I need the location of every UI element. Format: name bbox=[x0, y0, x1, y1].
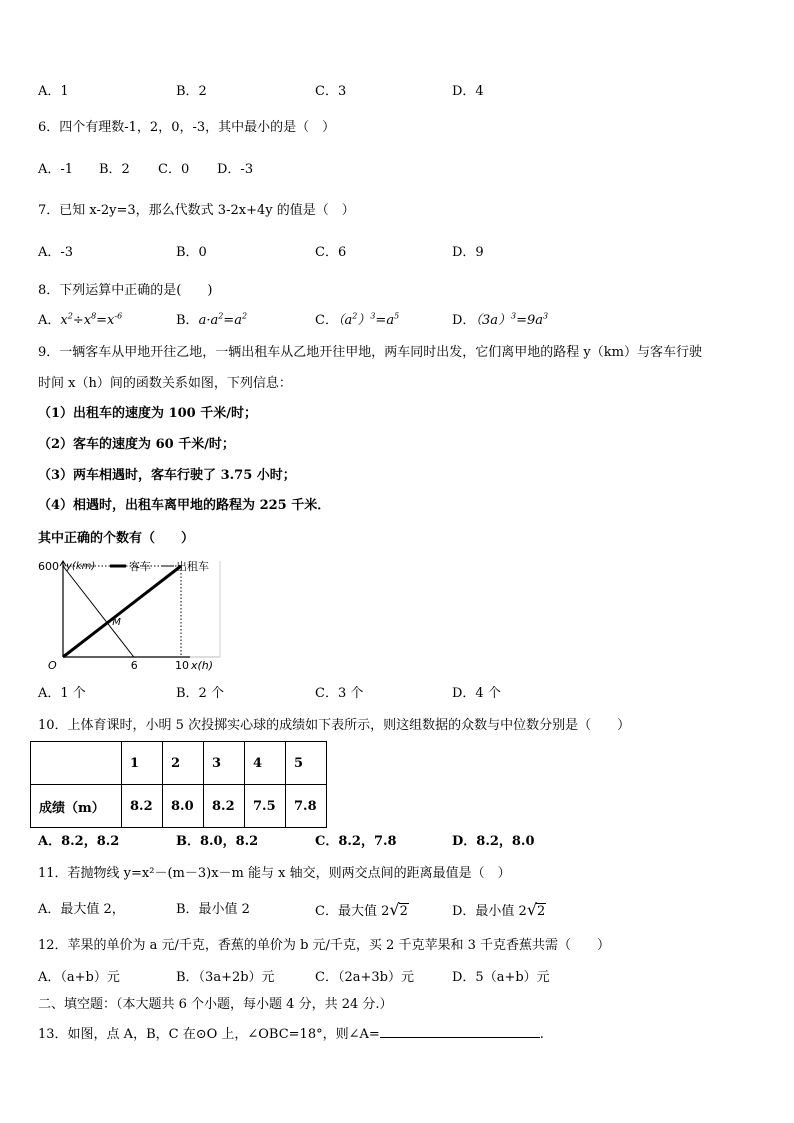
q6-option-b: B．2 bbox=[99, 162, 130, 177]
q9-question: 其中正确的个数有（ ） bbox=[38, 531, 195, 546]
option-a: A．1 bbox=[38, 84, 69, 99]
q12-option-c: C．（2a+3b）元 bbox=[315, 970, 414, 985]
q8-option-d: D．$(3a)^3=9a^3$ bbox=[452, 311, 549, 328]
section-heading: 二、填空题：（本大题共 6 个小题，每小题 4 分，共 24 分.） bbox=[38, 997, 393, 1012]
table-cell: 7.8 bbox=[286, 785, 327, 828]
q11-option-b: B．最小值 2 bbox=[176, 902, 250, 917]
question-9-stem-line1: 9．一辆客车从甲地开往乙地，一辆出租车从乙地开往甲地，两车同时出发，它们离甲地的路程 y（km）与客车行驶 bbox=[38, 345, 702, 360]
table-cell: 8.2 bbox=[204, 785, 245, 828]
q7-option-d: D．9 bbox=[452, 245, 484, 260]
table-row bbox=[31, 785, 327, 828]
sqrt-icon: √ bbox=[526, 900, 538, 919]
q8-option-a: A．$x^2\div x^8=x^{-6}$ bbox=[38, 311, 123, 328]
legend-bus-label: 客车 bbox=[129, 560, 151, 573]
question-6-stem: 6．四个有理数-1，2，0，-3，其中最小的是（ ） bbox=[38, 120, 336, 135]
q6-option-d: D．-3 bbox=[217, 162, 254, 177]
q9-option-d: D．4 个 bbox=[452, 686, 501, 701]
q8-option-b: B．$a\cdot a^2=a^2$ bbox=[176, 311, 248, 328]
q9-option-c: C．3 个 bbox=[315, 686, 364, 701]
q9-item-1: （1）出租车的速度为 100 千米/时； bbox=[38, 406, 257, 421]
bus-line bbox=[63, 566, 181, 657]
x-tick-label: 10 bbox=[175, 659, 189, 672]
q9-item-4: （4）相遇时，出租车离甲地的路程为 225 千米． bbox=[38, 498, 331, 513]
q12-option-a: A．（a+b）元 bbox=[38, 970, 120, 985]
x-tick-label: 6 bbox=[130, 659, 138, 672]
q9-item-3: （3）两车相遇时，客车行驶了 3.75 小时； bbox=[38, 468, 296, 483]
q11-option-a: A．最大值 2， bbox=[38, 902, 125, 917]
q12-option-b: B．（3a+2b）元 bbox=[176, 970, 275, 985]
table-header-cell: 4 bbox=[245, 742, 286, 785]
question-7-stem: 7．已知 x-2y=3，那么代数式 3-2x+4y 的值是（ ） bbox=[38, 203, 355, 218]
q7-option-b: B．0 bbox=[176, 245, 207, 260]
q10-option-d: D．8.2，8.0 bbox=[452, 834, 535, 849]
q10-option-c: C．8.2，7.8 bbox=[315, 834, 397, 849]
table-cell: 8.2 bbox=[122, 785, 163, 828]
y-tick-label: 600 bbox=[38, 560, 59, 573]
q8-option-c: C．$(a^2)^3=a^5$ bbox=[315, 311, 400, 328]
q11-option-c: C．最大值 2√2 bbox=[315, 900, 408, 919]
x-axis-label: x(h) bbox=[191, 659, 214, 672]
table-header-cell: 2 bbox=[163, 742, 204, 785]
q10-option-b: B．8.0，8.2 bbox=[176, 834, 259, 849]
q7-option-a: A．-3 bbox=[38, 245, 74, 260]
scores-table bbox=[30, 741, 327, 828]
table-header-row bbox=[31, 742, 327, 785]
y-axis-label: y(km) bbox=[66, 561, 96, 572]
legend-taxi-label: 出租车 bbox=[176, 560, 209, 573]
table-header-cell: 1 bbox=[122, 742, 163, 785]
q6-option-a: A．-1 bbox=[38, 162, 74, 177]
q9-option-a: A．1 个 bbox=[38, 686, 86, 701]
table-header-cell: 5 bbox=[286, 742, 327, 785]
question-8-stem: 8．下列运算中正确的是( ) bbox=[38, 283, 213, 298]
question-9-stem-line2: 时间 x（h）间的函数关系如图，下列信息： bbox=[38, 376, 292, 391]
question-10-stem: 10．上体育课时，小明 5 次投掷实心球的成绩如下表所示，则这组数据的众数与中位数分别是（ ） bbox=[38, 718, 631, 733]
q7-option-c: C．6 bbox=[315, 245, 347, 260]
q10-option-a: A．8.2，8.2 bbox=[38, 834, 120, 849]
q9-item-2: （2）客车的速度为 60 千米/时； bbox=[38, 437, 235, 452]
option-d: D．4 bbox=[452, 84, 484, 99]
table-header-cell bbox=[31, 742, 122, 785]
q11-option-d: D．最小值 2√2 bbox=[452, 900, 546, 919]
q12-option-d: D．5（a+b）元 bbox=[452, 970, 550, 985]
answer-blank bbox=[380, 1025, 540, 1038]
distance-time-graph bbox=[30, 556, 230, 676]
question-12-stem: 12．苹果的单价为 a 元/千克，香蕉的单价为 b 元/千克，买 2 千克苹果和 3 千克香蕉共需（ ） bbox=[38, 938, 610, 953]
question-13-stem: 13．如图，点 A，B，C 在⊙O 上，∠OBC=18°，则∠A= . bbox=[38, 1027, 544, 1042]
table-cell: 7.5 bbox=[245, 785, 286, 828]
sqrt-icon: √ bbox=[389, 900, 400, 919]
option-b: B．2 bbox=[176, 84, 207, 99]
table-row-label: 成绩（m） bbox=[31, 785, 122, 828]
option-c: C．3 bbox=[315, 84, 347, 99]
table-header-cell: 3 bbox=[204, 742, 245, 785]
q6-option-c: C．0 bbox=[158, 162, 190, 177]
origin-label: O bbox=[48, 659, 57, 672]
table-cell: 8.0 bbox=[163, 785, 204, 828]
q9-option-b: B．2 个 bbox=[176, 686, 224, 701]
point-m-label: M bbox=[112, 616, 121, 628]
question-11-stem: 11．若抛物线 y=x²－(m－3)x－m 能与 x 轴交，则两交点间的距离最值是（ ） bbox=[38, 866, 511, 881]
